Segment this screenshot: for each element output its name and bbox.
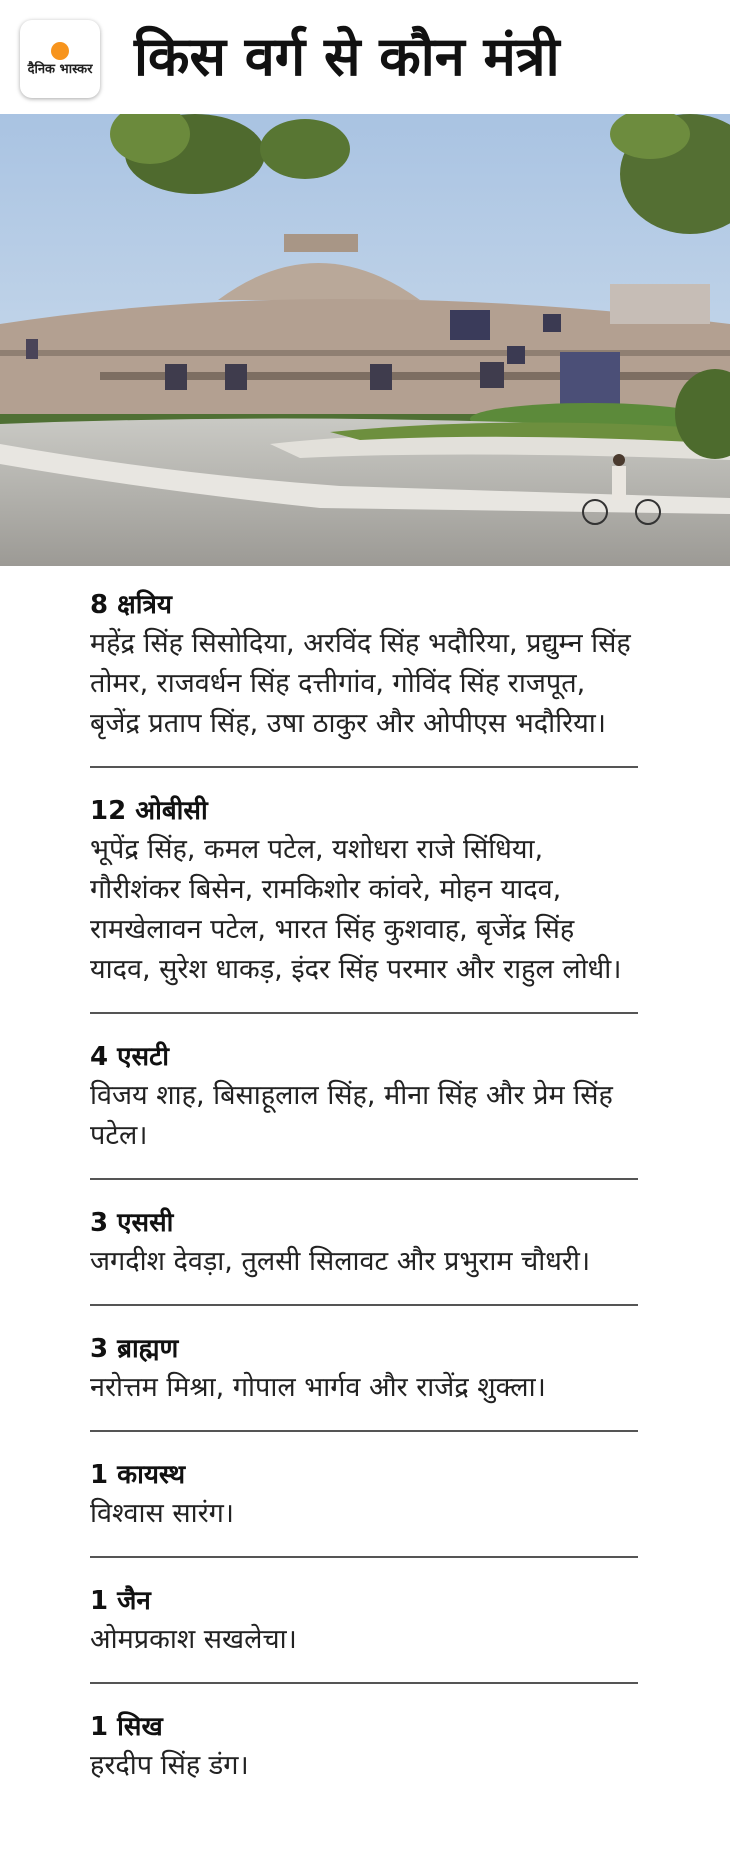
- category-names: विश्वास सारंग।: [90, 1498, 235, 1529]
- category-names: महेंद्र सिंह सिसोदिया, अरविंद सिंह भदौरिया, प्रद्युम्न सिंह तोमर, राजवर्धन सिंह दत्तीगांव, गोविंद सिंह राजपूत, बृजेंद्र प्रताप सिंह, उषा ठाकुर और ओपीएस भदौरिया।: [90, 628, 631, 739]
- category-names: ओमप्रकाश सखलेचा।: [90, 1624, 297, 1655]
- page-title: किस वर्ग से कौन मंत्री: [134, 25, 560, 88]
- category-heading: 3 ब्राह्मण: [90, 1334, 179, 1364]
- sun-dot-icon: [51, 42, 69, 60]
- minister-list: [0, 566, 730, 1808]
- list-item: [90, 1432, 638, 1558]
- list-item: [90, 1306, 638, 1432]
- list-item: [90, 1014, 638, 1180]
- category-names: नरोत्तम मिश्रा, गोपाल भार्गव और राजेंद्र शुक्ला।: [90, 1372, 546, 1403]
- list-item: [90, 768, 638, 1014]
- category-heading: 1 कायस्थ: [90, 1460, 186, 1490]
- category-heading: 1 सिख: [90, 1712, 163, 1742]
- category-heading: 3 एससी: [90, 1208, 174, 1238]
- category-heading: 12 ओबीसी: [90, 796, 208, 826]
- logo-text: दैनिक भास्कर: [27, 61, 93, 77]
- list-item: [90, 566, 638, 768]
- category-names: जगदीश देवड़ा, तुलसी सिलावट और प्रभुराम चौधरी।: [90, 1246, 591, 1277]
- category-names: भूपेंद्र सिंह, कमल पटेल, यशोधरा राजे सिंधिया, गौरीशंकर बिसेन, रामकिशोर कांवरे, मोहन यादव, रामखेलावन पटेल, भारत सिंह कुशवाह, बृजेंद्र सिंह यादव, सुरेश धाकड़, इंदर सिंह परमार और राहुल लोधी।: [90, 834, 622, 985]
- assembly-building-photo: [0, 114, 730, 566]
- category-heading: 4 एसटी: [90, 1042, 169, 1072]
- list-item: [90, 1684, 638, 1808]
- category-names: हरदीप सिंह डंग।: [90, 1750, 249, 1781]
- category-names: विजय शाह, बिसाहूलाल सिंह, मीना सिंह और प्रेम सिंह पटेल।: [90, 1080, 613, 1151]
- category-heading: 1 जैन: [90, 1586, 151, 1616]
- page-header: [0, 0, 730, 114]
- list-item: [90, 1558, 638, 1684]
- category-heading: 8 क्षत्रिय: [90, 590, 172, 620]
- dainik-bhaskar-logo: [20, 20, 100, 98]
- list-item: [90, 1180, 638, 1306]
